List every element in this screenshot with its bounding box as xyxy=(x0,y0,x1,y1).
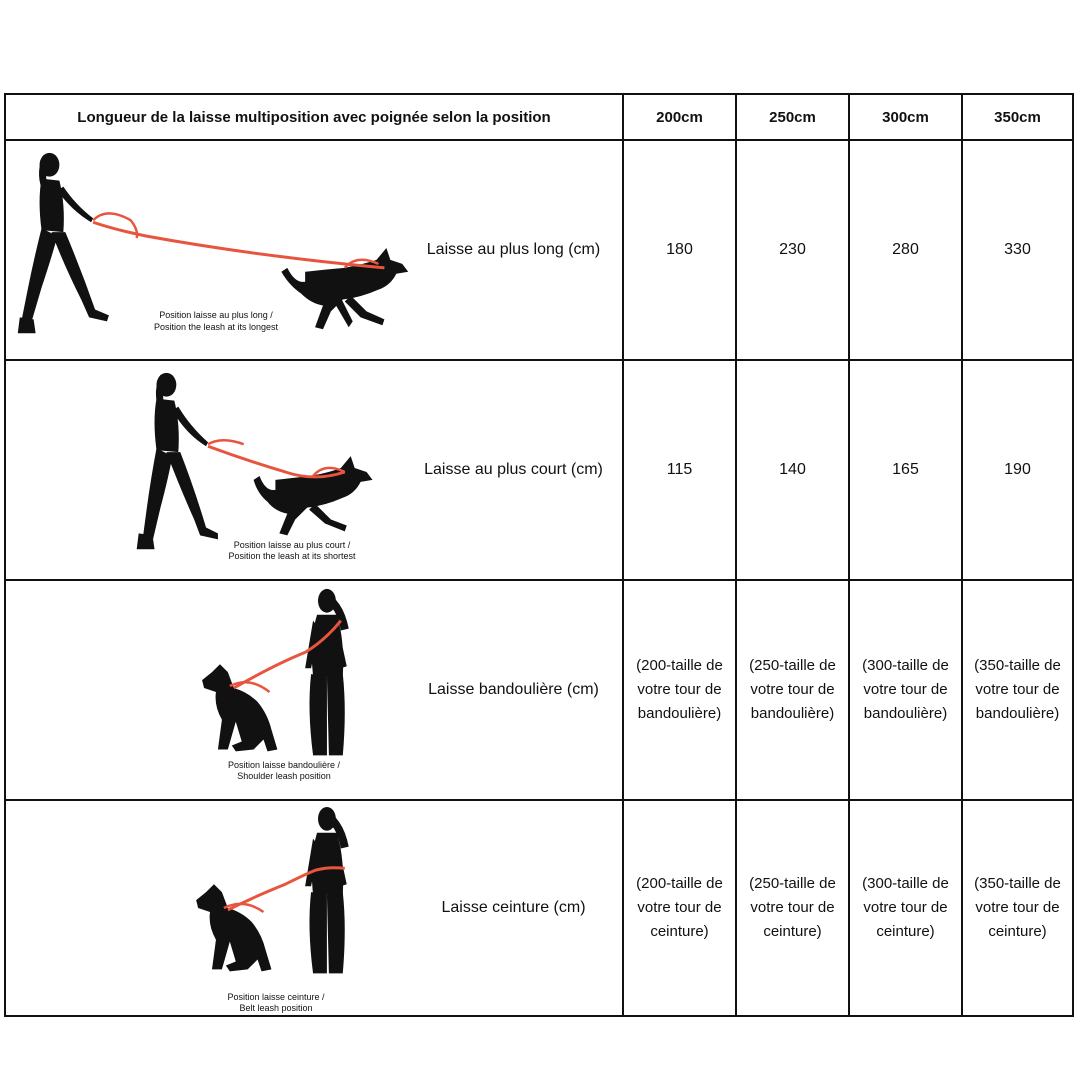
row-label: Laisse bandoulière (cm) xyxy=(428,681,599,698)
value-cell: 190 xyxy=(1004,461,1031,478)
illustration-caption-fr: Position laisse au plus long / xyxy=(159,310,273,320)
value-cell: 115 xyxy=(666,461,693,478)
size-header-350: 350cm xyxy=(994,108,1041,126)
size-header-300: 300cm xyxy=(882,108,929,126)
value-cell: (350-taille de votre tour de ceinture) xyxy=(974,875,1061,940)
table-row-belt xyxy=(6,799,1072,1015)
value-cell: (300-taille de votre tour de ceinture) xyxy=(862,875,949,940)
size-header-200: 200cm xyxy=(656,108,703,126)
illustration-caption-fr: Position laisse au plus court / xyxy=(233,540,351,550)
illustration-caption-fr: Position laisse bandoulière / xyxy=(227,760,341,770)
table-row-longest xyxy=(6,139,1072,359)
illustration-caption-en: Position the leash at its shortest xyxy=(228,551,356,561)
value-cell: 280 xyxy=(892,241,919,258)
illustration-caption-en: Shoulder leash position xyxy=(237,771,331,781)
table-row-shortest xyxy=(6,359,1072,579)
table-title: Longueur de la laisse multiposition avec poignée selon la position xyxy=(77,108,551,126)
value-cell: (300-taille de votre tour de bandoulière) xyxy=(862,657,949,722)
value-cell: (250-taille de votre tour de bandoulière) xyxy=(749,657,836,722)
value-cell: 180 xyxy=(666,241,693,258)
value-cell: (350-taille de votre tour de bandoulière) xyxy=(974,657,1061,722)
value-cell: 330 xyxy=(1004,241,1031,258)
table-row-shoulder xyxy=(6,579,1072,799)
value-cell: 230 xyxy=(779,241,806,258)
illustration-caption-en: Belt leash position xyxy=(239,1003,313,1013)
row-label: Laisse au plus court (cm) xyxy=(424,461,603,478)
size-header-250: 250cm xyxy=(769,108,816,126)
value-cell: (200-taille de votre tour de ceinture) xyxy=(636,875,723,940)
row-label: Laisse au plus long (cm) xyxy=(426,241,601,258)
value-cell: (250-taille de votre tour de ceinture) xyxy=(749,875,836,940)
value-cell: (200-taille de votre tour de bandoulière) xyxy=(636,657,723,722)
value-cell: 140 xyxy=(779,461,806,478)
leash-length-table xyxy=(4,93,1074,1017)
illustration-caption-fr: Position laisse ceinture / xyxy=(227,992,325,1002)
belt-position-illustration xyxy=(6,801,416,1015)
table-header-row xyxy=(6,95,1072,139)
value-cell: 165 xyxy=(892,461,919,478)
row-label: Laisse ceinture (cm) xyxy=(441,899,586,916)
illustration-caption-en: Position the leash at its longest xyxy=(153,322,279,332)
